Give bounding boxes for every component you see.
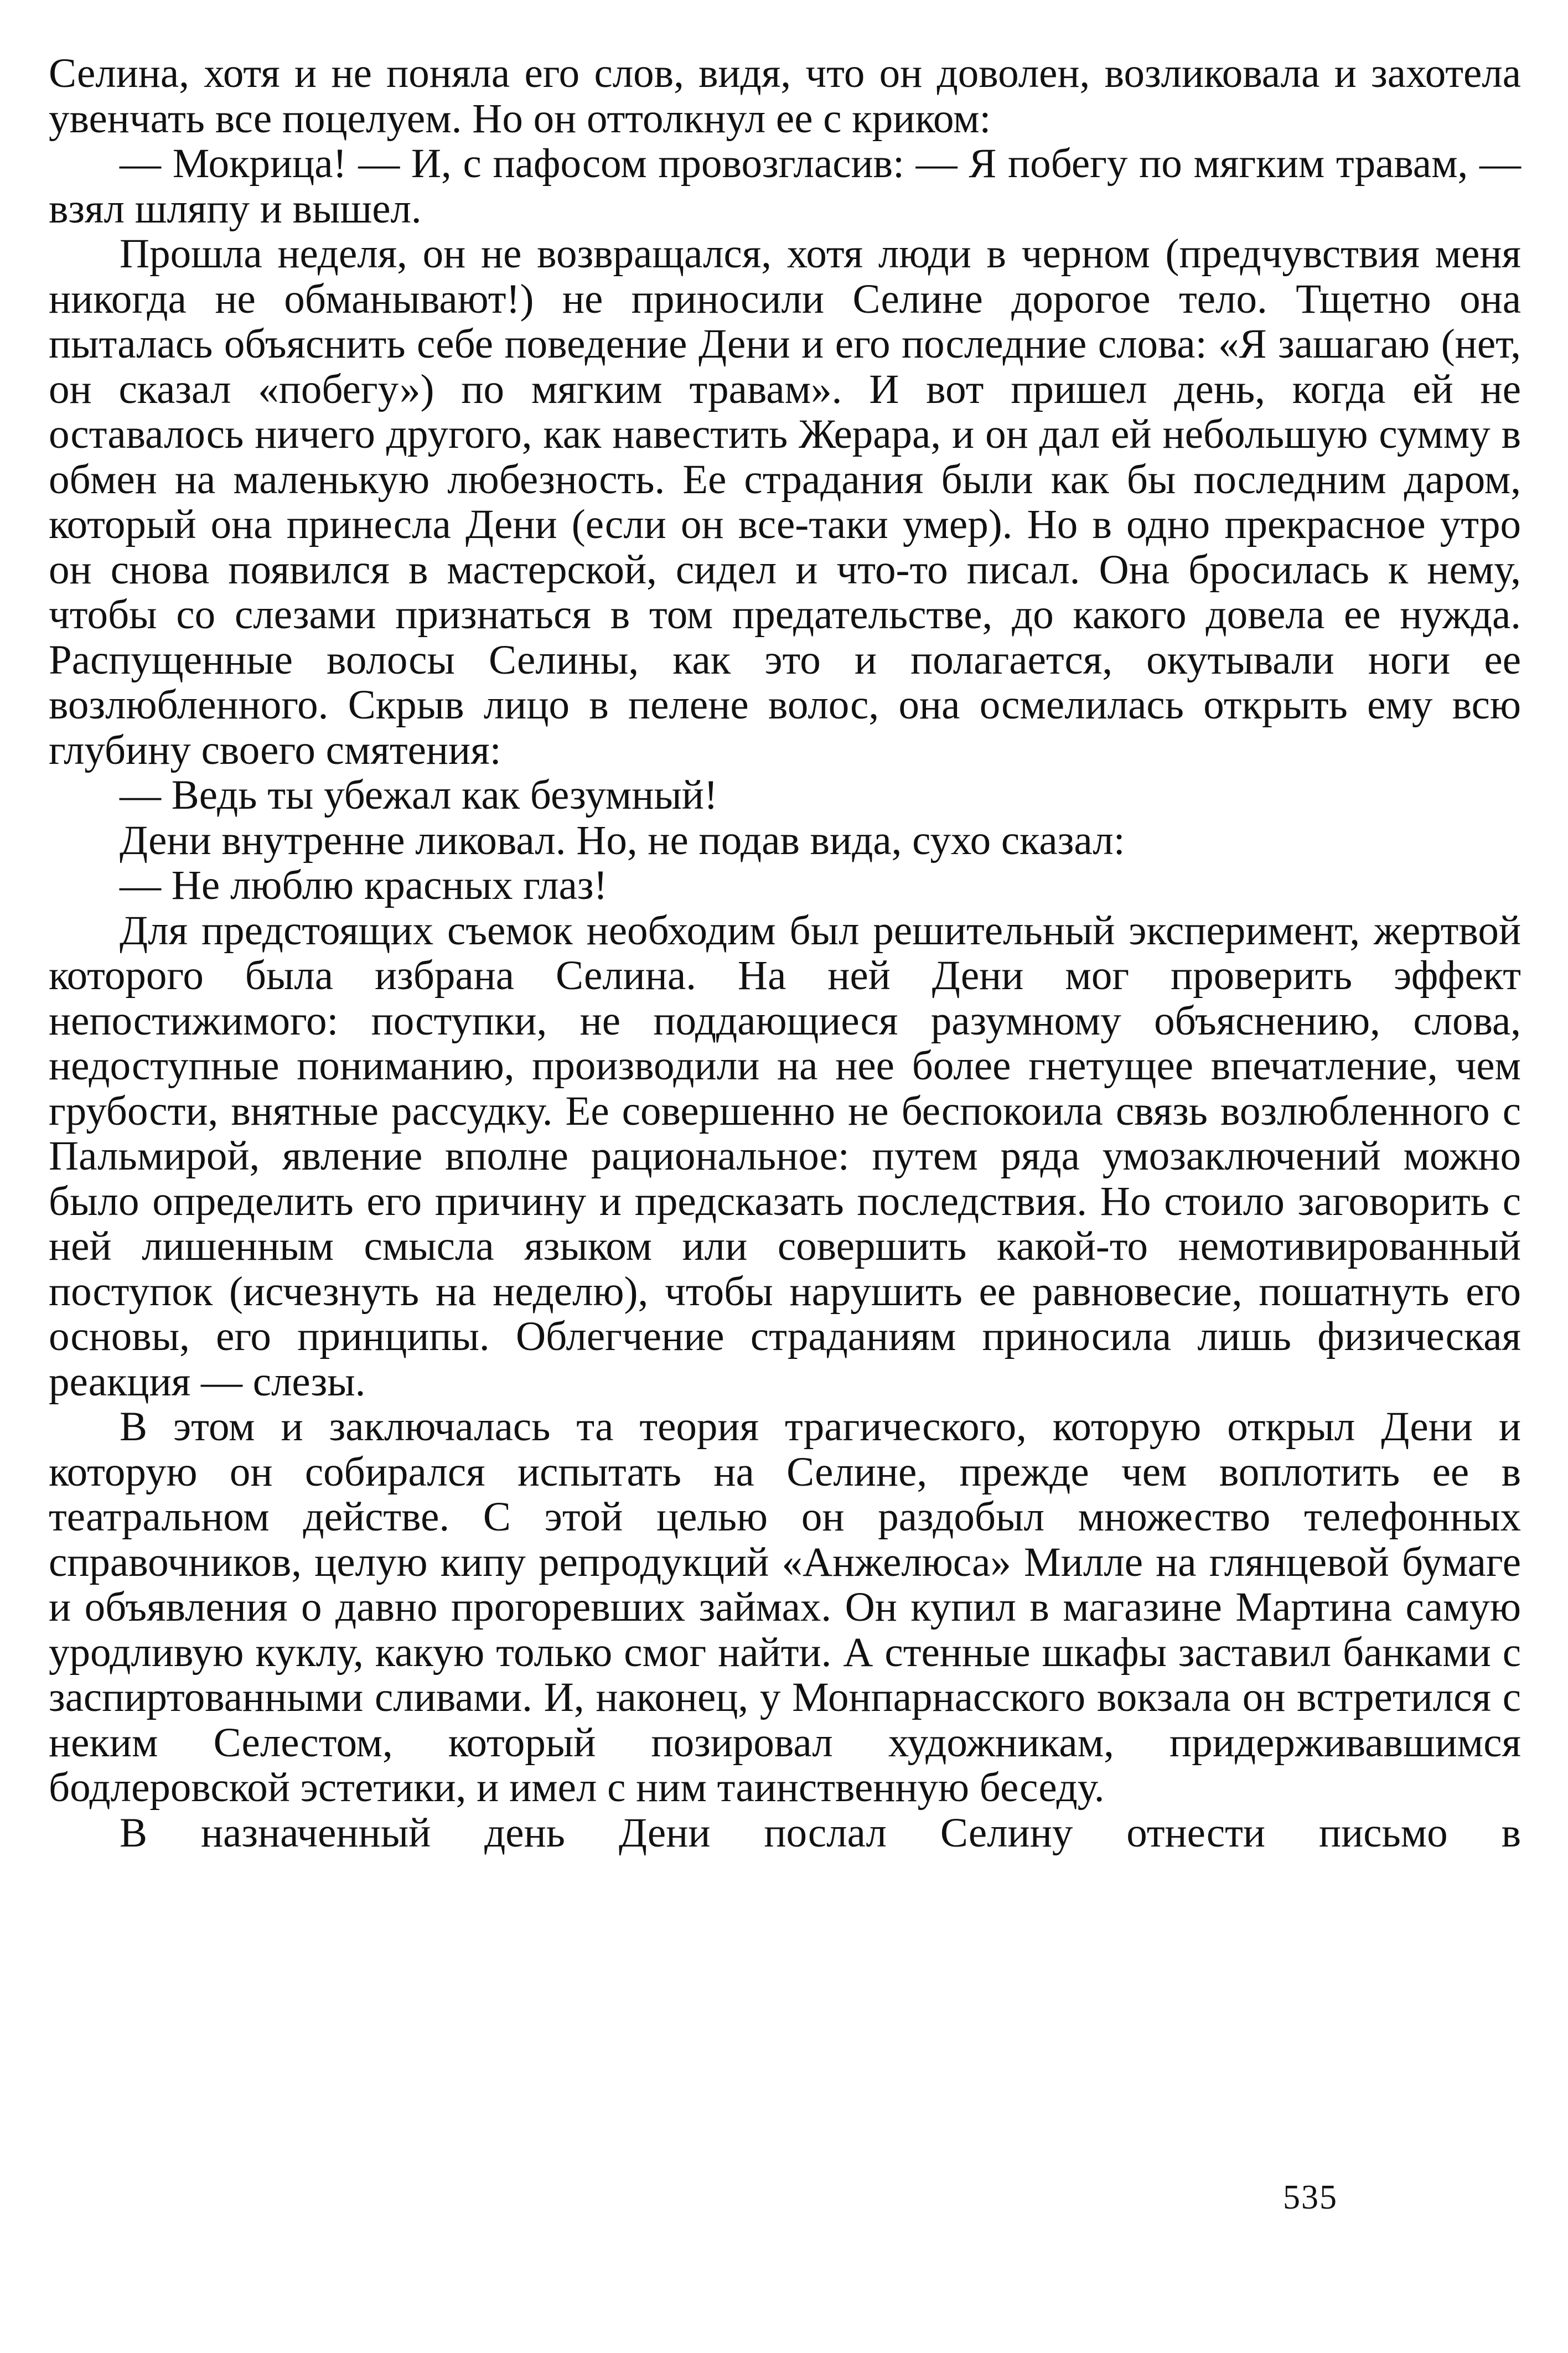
- paragraph: — Не люблю красных глаз!: [120, 862, 608, 908]
- body-text: [49, 51, 1521, 1855]
- paragraph: — Ведь ты убежал как безумный!: [120, 772, 718, 818]
- paragraph: Селина, хотя и не поняла его слов, видя, что он доволен, возликовала и захотела увенчать все поцелуем. Но он оттолкнул ее с криком:: [49, 50, 1521, 142]
- page-number: 535: [1283, 2179, 1338, 2216]
- paragraph: — Мокрица! — И, с пафосом провозгласив: — Я побегу по мягким травам, — взял шляпу и вышел.: [49, 141, 1521, 232]
- paragraph: Для предстоящих съемок необходим был решительный эксперимент, жертвой которого была избрана Селина. На ней Дени мог проверить эффект непостижимого: поступки, не поддающиеся разумному объяснению, слова, недоступные пониманию, производили на нее более гнетущее впечатление, чем грубости, внятные рассудку. Ее совершенно не беспокоила связь возлюбленного с Пальмирой, явление вполне рациональное: путем ряда умозаключений можно было определить его причину и предсказать последствия. Но стоило заговорить с ней лишенным смысла языком или совершить какой-то немотивированный поступок (исчезнуть на неделю), чтобы нарушить ее равновесие, пошатнуть его основы, его принципы. Облегчение страданиям приносила лишь физическая реакция — слезы.: [49, 907, 1521, 1405]
- paragraph: В этом и заключалась та теория трагического, которую открыл Дени и которую он собирался испытать на Селине, прежде чем воплотить ее в театральном действе. С этой целью он раздобыл множество телефонных справочников, целую кипу репродукций «Анжелюса» Милле на глянцевой бумаге и объявления о давно прогоревших займах. Он купил в магазине Мартина самую уродливую куклу, какую только смог найти. А стенные шкафы заставил банками с заспиртованными сливами. И, наконец, у Монпарнасского вокзала он встретился с неким Селестом, который позировал художникам, придерживавшимся бодлеровской эстетики, и имел с ним таинственную беседу.: [49, 1404, 1521, 1811]
- book-page: [49, 51, 1521, 2298]
- paragraph: Дени внутренне ликовал. Но, не подав вида, сухо сказал:: [120, 817, 1125, 863]
- paragraph: Прошла неделя, он не возвращался, хотя люди в черном (предчувствия меня никогда не обманывают!) не приносили Селине дорогое тело. Тщетно она пыталась объяснить себе поведение Дени и его последние слова: «Я зашагаю (нет, он сказал «побегу») по мягким травам». И вот пришел день, когда ей не оставалось ничего другого, как навестить Жерара, и он дал ей небольшую сумму в обмен на маленькую любезность. Ее страдания были как бы последним даром, который она принесла Дени (если он все-таки умер). Но в одно прекрасное утро он снова появился в мастерской, сидел и что-то писал. Она бросилась к нему, чтобы со слезами признаться в том предательстве, до какого довела ее нужда. Распущенные волосы Селины, как это и полагается, окутывали ноги ее возлюбленного. Скрыв лицо в пелене волос, она осмелилась открыть ему всю глубину своего смятения:: [49, 231, 1521, 773]
- paragraph: В назначенный день Дени послал Селину отнести письмо в: [120, 1809, 1521, 1856]
